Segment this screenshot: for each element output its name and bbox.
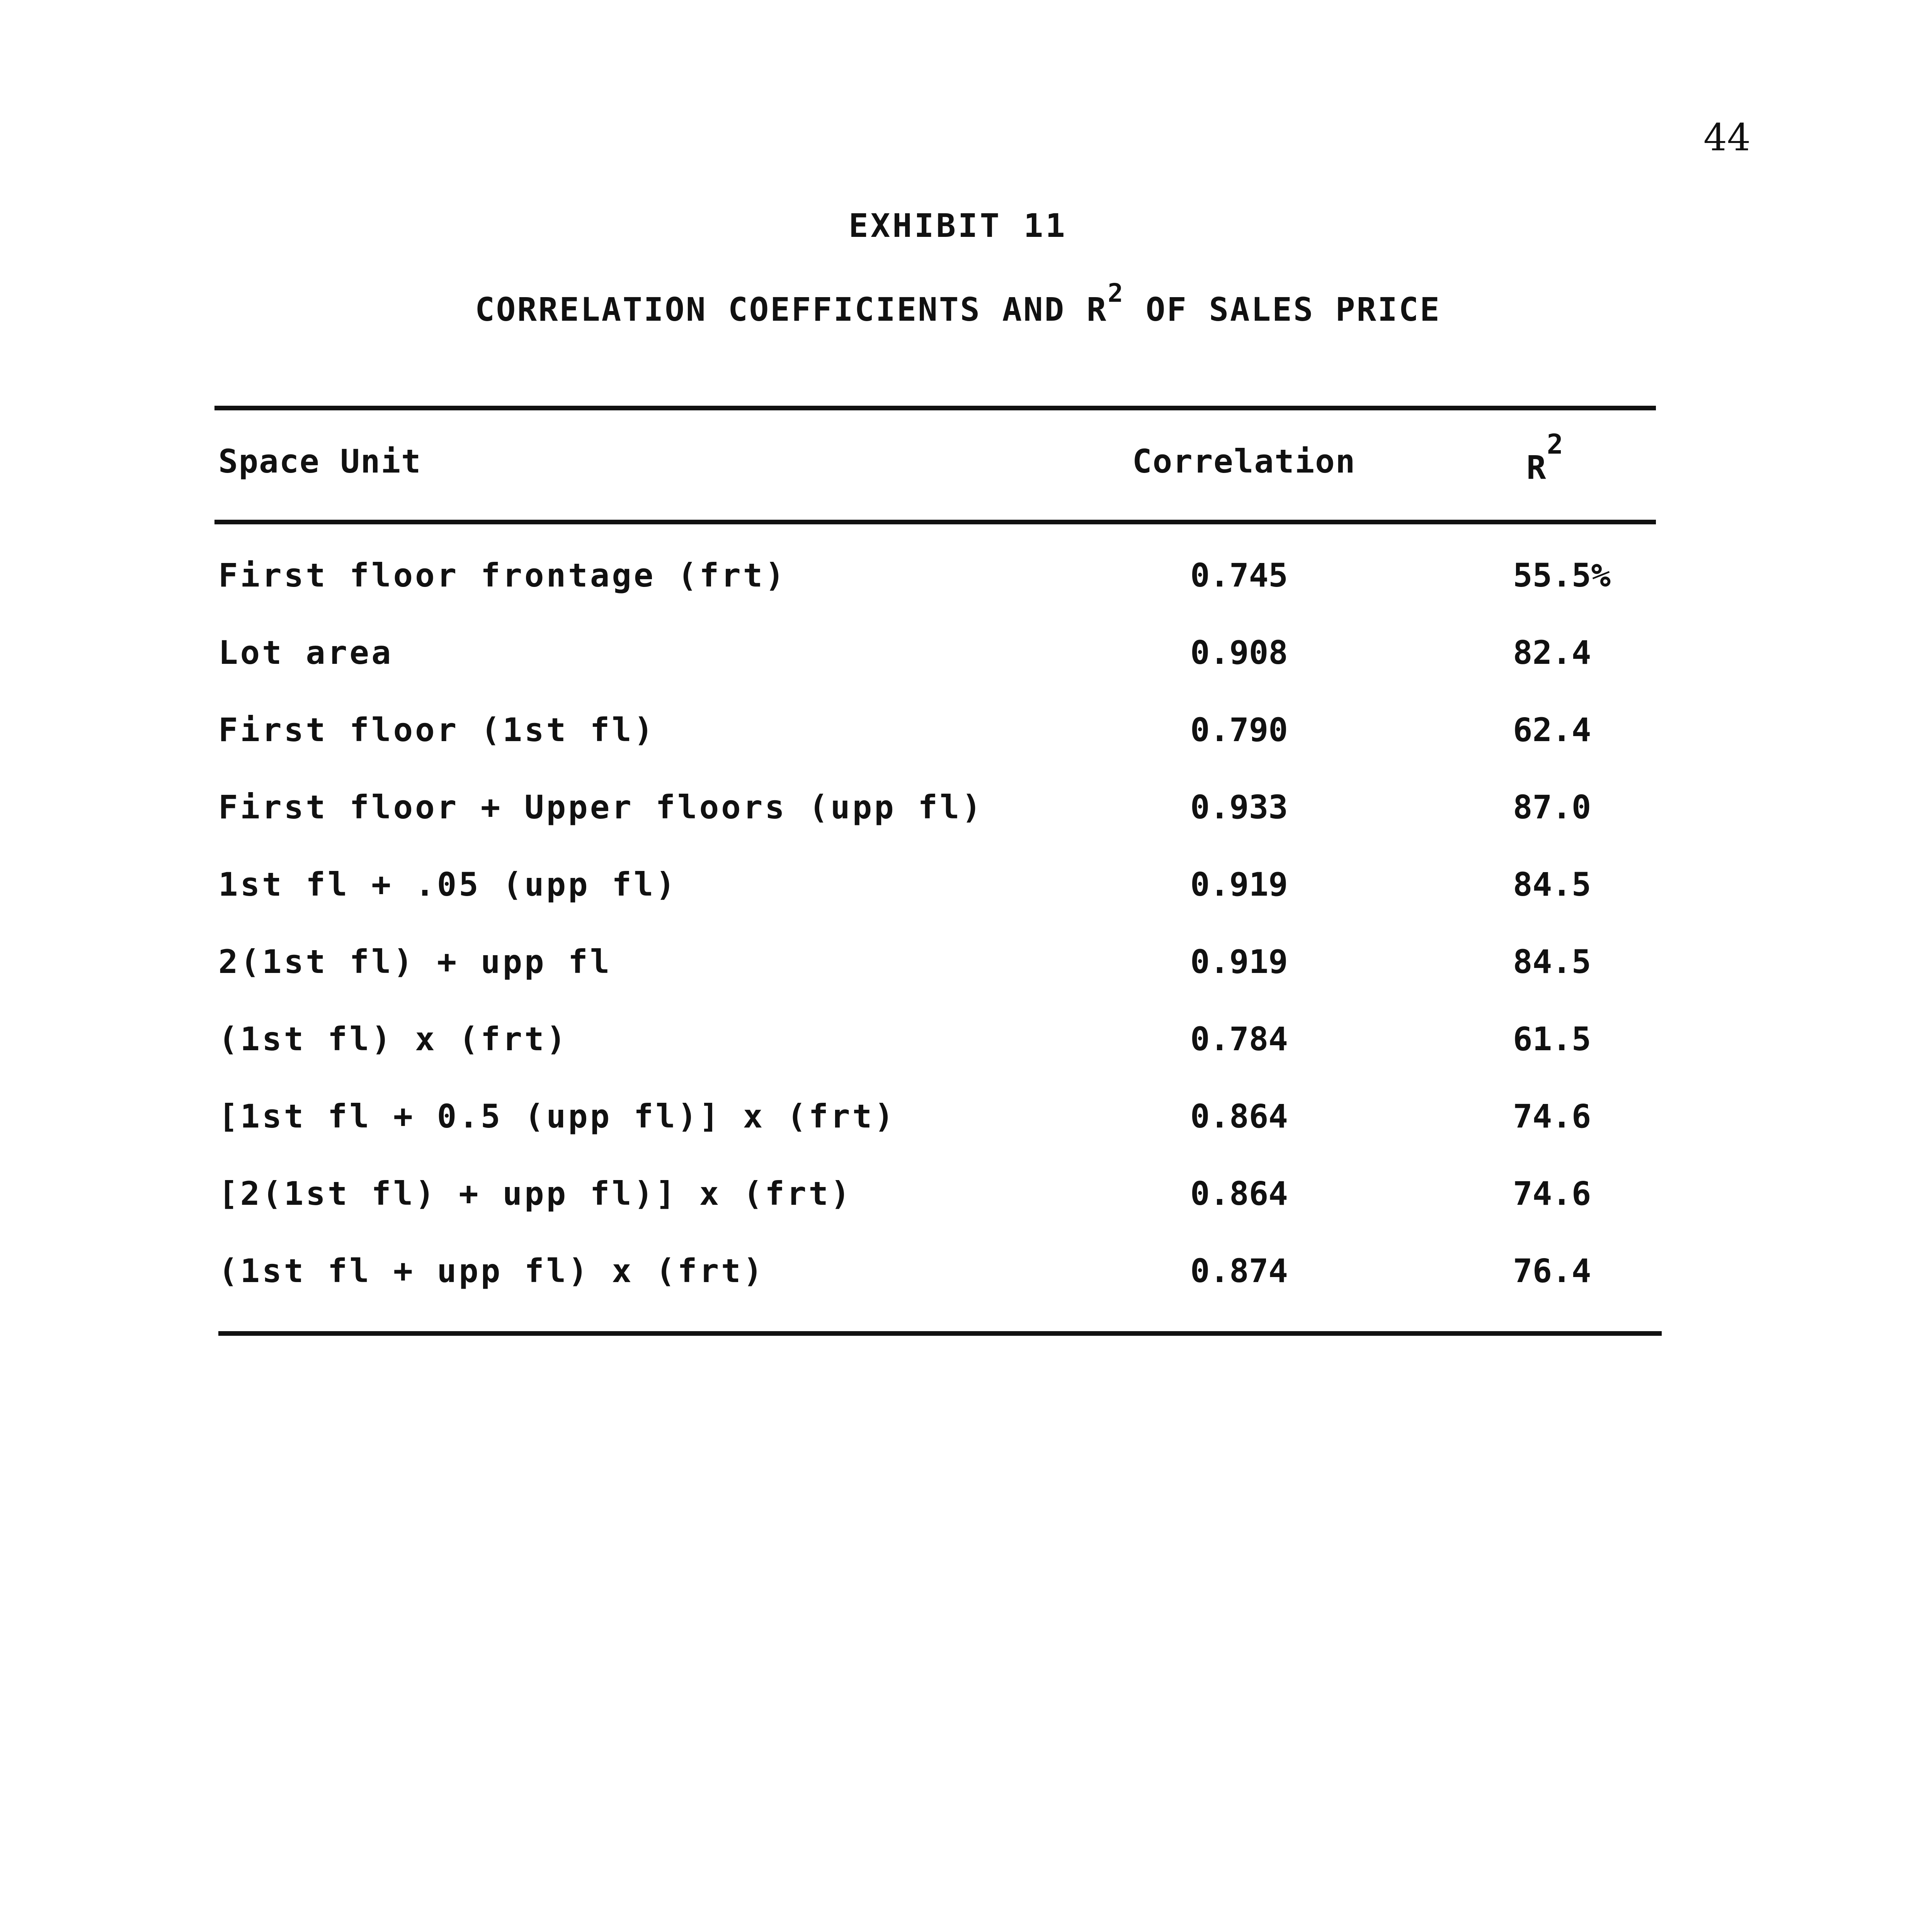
- table-row: [0, 866, 1916, 912]
- table-top-rule: [214, 406, 1656, 410]
- table-row: [0, 943, 1916, 989]
- correlation-cell: 0.874: [1190, 1252, 1288, 1290]
- table-row: [0, 788, 1916, 835]
- r-squared-cell: 87.0: [1513, 788, 1591, 826]
- r-squared-cell: 76.4: [1513, 1252, 1591, 1290]
- table-row: [0, 1020, 1916, 1066]
- table-bottom-rule: [218, 1331, 1662, 1336]
- exhibit-subtitle: [0, 278, 1916, 328]
- exhibit-subtitle-start: CORRELATION COEFFICIENTS AND R: [475, 291, 1108, 328]
- exhibit-title: EXHIBIT 11: [849, 207, 1067, 245]
- column-header-superscript: 2: [1547, 429, 1564, 460]
- space-unit-cell: First floor + Upper floors (upp fl): [218, 788, 984, 826]
- correlation-cell: 0.745: [1190, 556, 1288, 594]
- correlation-cell: 0.784: [1190, 1020, 1288, 1058]
- r-squared-cell: 84.5: [1513, 866, 1591, 903]
- exhibit-subtitle-superscript: 2: [1108, 278, 1125, 308]
- correlation-cell: 0.919: [1190, 866, 1288, 903]
- table-row: [0, 556, 1916, 603]
- table-row: [0, 1252, 1916, 1298]
- space-unit-cell: (1st fl + upp fl) x (frt): [218, 1252, 765, 1290]
- space-unit-cell: [2(1st fl) + upp fl)] x (frt): [218, 1175, 853, 1213]
- space-unit-cell: First floor frontage (frt): [218, 556, 787, 594]
- column-header-correlation: Correlation: [1132, 442, 1356, 480]
- space-unit-cell: 1st fl + .05 (upp fl): [218, 866, 678, 903]
- column-header-space-unit: Space Unit: [218, 442, 422, 480]
- table-row: [0, 1097, 1916, 1144]
- correlation-cell: 0.864: [1190, 1175, 1288, 1213]
- r-squared-cell: 84.5: [1513, 943, 1591, 981]
- space-unit-cell: [1st fl + 0.5 (upp fl)] x (frt): [218, 1097, 896, 1135]
- exhibit-subtitle-end: OF SALES PRICE: [1125, 291, 1441, 328]
- correlation-cell: 0.908: [1190, 634, 1288, 672]
- table-row: [0, 711, 1916, 757]
- correlation-cell: 0.933: [1190, 788, 1288, 826]
- table-row: [0, 634, 1916, 680]
- space-unit-cell: Lot area: [218, 634, 393, 672]
- correlation-cell: 0.790: [1190, 711, 1288, 749]
- r-squared-cell: 82.4: [1513, 634, 1591, 672]
- r-squared-cell: 55.5%: [1513, 556, 1611, 594]
- r-squared-cell: 74.6: [1513, 1097, 1591, 1135]
- space-unit-cell: First floor (1st fl): [218, 711, 656, 749]
- page-number: 44: [1703, 116, 1751, 159]
- space-unit-cell: 2(1st fl) + upp fl: [218, 943, 612, 981]
- correlation-cell: 0.919: [1190, 943, 1288, 981]
- correlation-cell: 0.864: [1190, 1097, 1288, 1135]
- r-squared-cell: 61.5: [1513, 1020, 1591, 1058]
- column-header-r-squared: [1526, 429, 1564, 486]
- table-header-rule: [214, 520, 1656, 524]
- space-unit-cell: (1st fl) x (frt): [218, 1020, 568, 1058]
- r-squared-cell: 74.6: [1513, 1175, 1591, 1213]
- r-squared-cell: 62.4: [1513, 711, 1591, 749]
- column-header-r: R: [1526, 449, 1547, 486]
- table-row: [0, 1175, 1916, 1221]
